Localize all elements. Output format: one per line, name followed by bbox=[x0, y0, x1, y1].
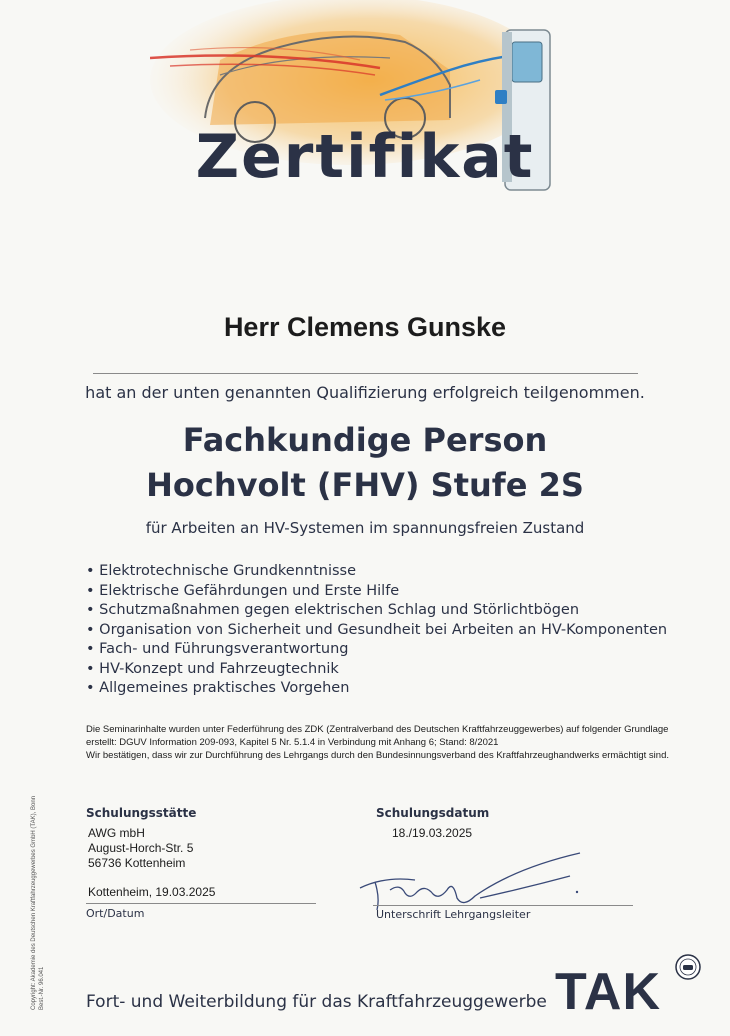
signature-line bbox=[373, 905, 633, 906]
list-item: • Allgemeines praktisches Vorgehen bbox=[86, 679, 667, 699]
legal-line: Wir bestätigen, dass wir zur Durchführung des Lehrgangs durch den Bundesinnungsverband des Kraftfahrzeughandwerks ermächtigt sind. bbox=[86, 750, 669, 761]
list-item: • HV-Konzept und Fahrzeugtechnik bbox=[86, 660, 667, 680]
venue-label: Schulungsstätte bbox=[86, 806, 197, 820]
name-underline bbox=[93, 373, 638, 374]
place-date-line bbox=[86, 903, 316, 904]
topic-list bbox=[86, 562, 667, 699]
qualification-line-2: Hochvolt (FHV) Stufe 2S bbox=[146, 466, 584, 504]
certificate-title: Zertifikat bbox=[195, 122, 535, 192]
list-item: • Fach- und Führungsverantwortung bbox=[86, 640, 667, 660]
place-date-value: Kottenheim, 19.03.2025 bbox=[88, 885, 216, 899]
copyright-note bbox=[30, 796, 46, 1010]
place-date-label: Ort/Datum bbox=[86, 907, 145, 920]
legal-notice bbox=[86, 723, 706, 762]
copyright-line: Copyright: Akademie des Deutschen Kraftfahrzeuggewerbes GmbH (TAK), Bonn bbox=[31, 796, 37, 1010]
tak-seal-icon bbox=[675, 954, 701, 980]
participation-statement: hat an der unten genannten Qualifizierung erfolgreich teilgenommen. bbox=[85, 383, 645, 402]
tak-logo: TAK bbox=[555, 963, 662, 1021]
venue-name: AWG mbH bbox=[88, 826, 145, 840]
qualification-subtitle: für Arbeiten an HV-Systemen im spannungsfreien Zustand bbox=[145, 519, 585, 537]
training-date-label: Schulungsdatum bbox=[376, 806, 490, 820]
venue-street: August-Horch-Str. 5 bbox=[88, 841, 194, 855]
list-item: • Organisation von Sicherheit und Gesundheit bei Arbeiten an HV-Komponenten bbox=[86, 621, 667, 641]
qualification-line-1: Fachkundige Person bbox=[182, 421, 548, 459]
training-date-value: 18./19.03.2025 bbox=[392, 826, 473, 840]
venue-address bbox=[88, 826, 193, 871]
list-item: • Schutzmaßnahmen gegen elektrischen Schlag und Störlichtbögen bbox=[86, 601, 667, 621]
signature-label: Unterschrift Lehrgangsleiter bbox=[376, 908, 531, 921]
qualification-title bbox=[0, 418, 730, 508]
order-number: Best.-Nr. 96.041 bbox=[39, 966, 45, 1010]
legal-line: erstellt: DGUV Information 209-093, Kapitel 5 Nr. 5.1.4 in Verbindung mit Anhang 6; Stand: 8/2021 bbox=[86, 737, 499, 748]
list-item: • Elektrotechnische Grundkenntnisse bbox=[86, 562, 667, 582]
venue-city: 56736 Kottenheim bbox=[88, 856, 186, 870]
list-item: • Elektrische Gefährdungen und Erste Hilfe bbox=[86, 582, 667, 602]
footer-tagline: Fort- und Weiterbildung für das Kraftfahrzeuggewerbe bbox=[86, 992, 547, 1012]
recipient-name: Herr Clemens Gunske bbox=[223, 312, 507, 342]
legal-line: Die Seminarinhalte wurden unter Federführung des ZDK (Zentralverband des Deutschen Kraftfahrzeuggewerbes) auf folgender Grundlage bbox=[86, 724, 669, 735]
